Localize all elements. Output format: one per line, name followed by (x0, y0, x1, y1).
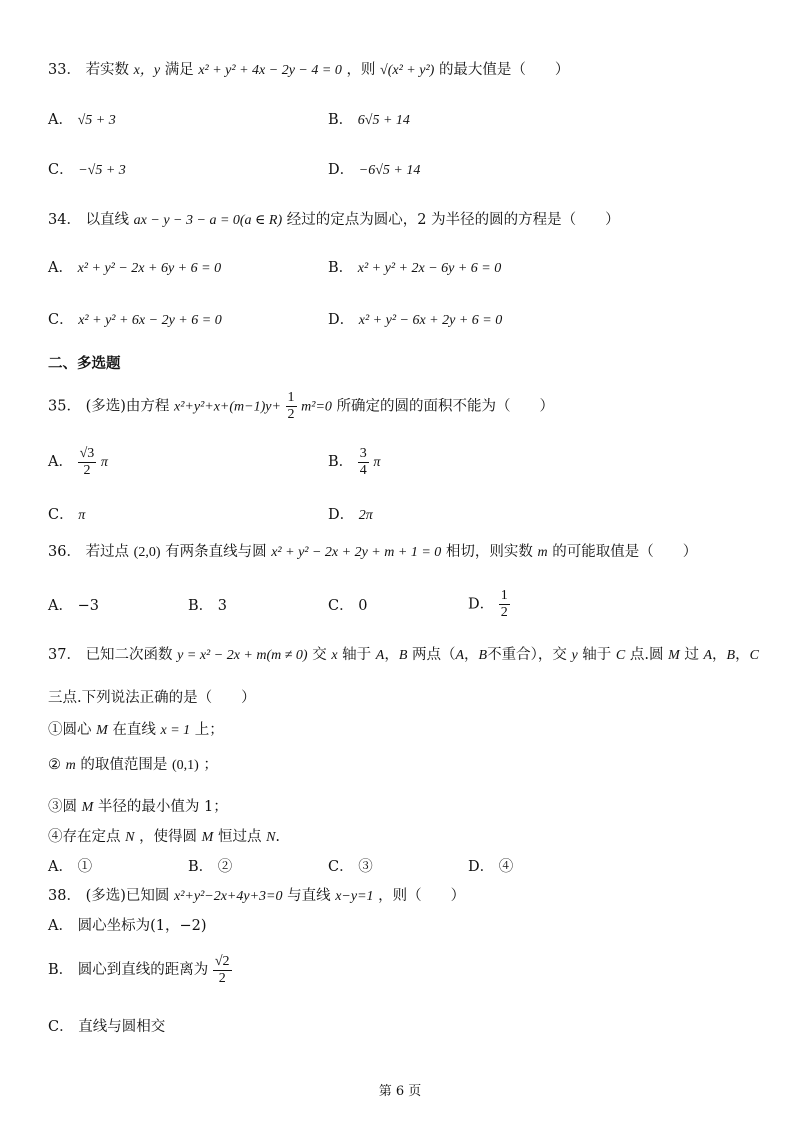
q37-prompt: 三点.下列说法正确的是（ ） (48, 690, 256, 706)
q37-option-b[interactable]: B． ② (188, 859, 233, 875)
q36-option-a[interactable]: A． −3 (48, 598, 99, 614)
q37-stem: 37． 已知二次函数 y = x² − 2x + m(m ≠ 0) 交 x 轴于 A，B 两点（A，B不重合），交 y 轴于 C 点.圆 M 过 A，B，C (48, 647, 759, 663)
question-number: 33． (48, 62, 81, 78)
q37-option-a[interactable]: A． ① (48, 859, 93, 875)
q38-option-a[interactable]: A． 圆心坐标为(1，−2) (48, 918, 207, 934)
q37-statement-3: ③圆 M 半径的最小值为 1； (48, 799, 228, 815)
fraction: $\frac{1}{2}$ (500, 588, 508, 620)
line-equation: x−y=1 (335, 889, 374, 904)
circle-equation: x² + y² + 4x − 2y − 4 = 0 (198, 63, 342, 78)
q37-option-d[interactable]: D． ④ (468, 859, 514, 875)
q35-option-c[interactable]: C． π (48, 507, 86, 523)
q37-option-c[interactable]: C． ③ (328, 859, 373, 875)
fraction: $\frac{3}{4}$ (359, 445, 367, 478)
q34-option-a[interactable]: A． x² + y² − 2x + 6y + 6 = 0 (48, 260, 222, 276)
section-heading: 二、多选题 (48, 355, 121, 372)
q35-option-b[interactable]: B． $\frac{3}{4}$ π (328, 445, 381, 478)
q36-option-b[interactable]: B． 3 (188, 598, 227, 614)
sqrt-expression: √(x² + y²) (380, 63, 435, 78)
q35-option-d[interactable]: D． 2π (328, 507, 373, 523)
question-number: 38． (48, 888, 81, 904)
q35-stem: 35． (多选)由方程 x²+y²+x+(m−1)y+ $\frac{1}{2}$ m²=0 所确定的圆的面积不能为（ ） (48, 390, 555, 422)
fraction: $\frac{√2}{2}$ (214, 953, 230, 986)
fraction: $\frac{√3}{2}$ (79, 445, 95, 478)
q33-stem: 33． 若实数 x，y 满足 x² + y² + 4x − 2y − 4 = 0 ，则 √(x² + y²) 的最大值是（ ） (48, 62, 570, 78)
q33-option-a[interactable]: A． √5 + 3 (48, 112, 116, 128)
line-equation: ax − y − 3 − a = 0(a ∈ R) (133, 213, 283, 228)
q37-statement-4: ④存在定点 N ，使得圆 M 恒过点 N. (48, 829, 281, 845)
q37-statement-1: ①圆心 M 在直线 x = 1 上； (48, 722, 224, 738)
q38-option-c[interactable]: C． 直线与圆相交 (48, 1019, 166, 1035)
q38-option-b[interactable]: B． 圆心到直线的距离为 $\frac{√2}{2}$ (48, 953, 230, 986)
q34-option-c[interactable]: C． x² + y² + 6x − 2y + 6 = 0 (48, 312, 222, 328)
q35-option-a[interactable]: A． $\frac{√3}{2}$ π (48, 445, 108, 478)
q34-stem: 34． 以直线 ax − y − 3 − a = 0(a ∈ R) 经过的定点为圆心，2 为半径的圆的方程是（ ） (48, 212, 620, 228)
q34-option-d[interactable]: D． x² + y² − 6x + 2y + 6 = 0 (328, 312, 503, 328)
question-number: 34． (48, 212, 81, 228)
page-number: 第 6 页 (378, 1084, 422, 1099)
q34-option-b[interactable]: B． x² + y² + 2x − 6y + 6 = 0 (328, 260, 502, 276)
q33-option-c[interactable]: C． −√5 + 3 (48, 162, 126, 178)
circle-equation: x²+y²−2x+4y+3=0 (174, 889, 283, 904)
q36-option-c[interactable]: C． 0 (328, 598, 368, 614)
quadratic-function: y = x² − 2x + m(m ≠ 0) (177, 648, 308, 663)
question-number: 37． (48, 647, 81, 663)
q38-stem: 38． (多选)已知圆 x²+y²−2x+4y+3=0 与直线 x−y=1 ，则（ ） (48, 888, 466, 904)
q36-stem: 36． 若过点 (2,0) 有两条直线与圆 x² + y² − 2x + 2y + m + 1 = 0 相切，则实数 m 的可能取值是（ ） (48, 544, 698, 560)
question-number: 35． (48, 398, 81, 415)
question-number: 36． (48, 544, 81, 560)
q33-option-d[interactable]: D． −6√5 + 14 (328, 162, 421, 178)
q33-option-b[interactable]: B． 6√5 + 14 (328, 112, 410, 128)
circle-equation: x² + y² − 2x + 2y + m + 1 = 0 (271, 545, 442, 560)
q36-option-d[interactable]: D． $\frac{1}{2}$ (468, 588, 508, 620)
q37-statement-2: ② m 的取值范围是 (0,1) ； (48, 757, 218, 773)
fraction: $\frac{1}{2}$ (287, 390, 295, 422)
